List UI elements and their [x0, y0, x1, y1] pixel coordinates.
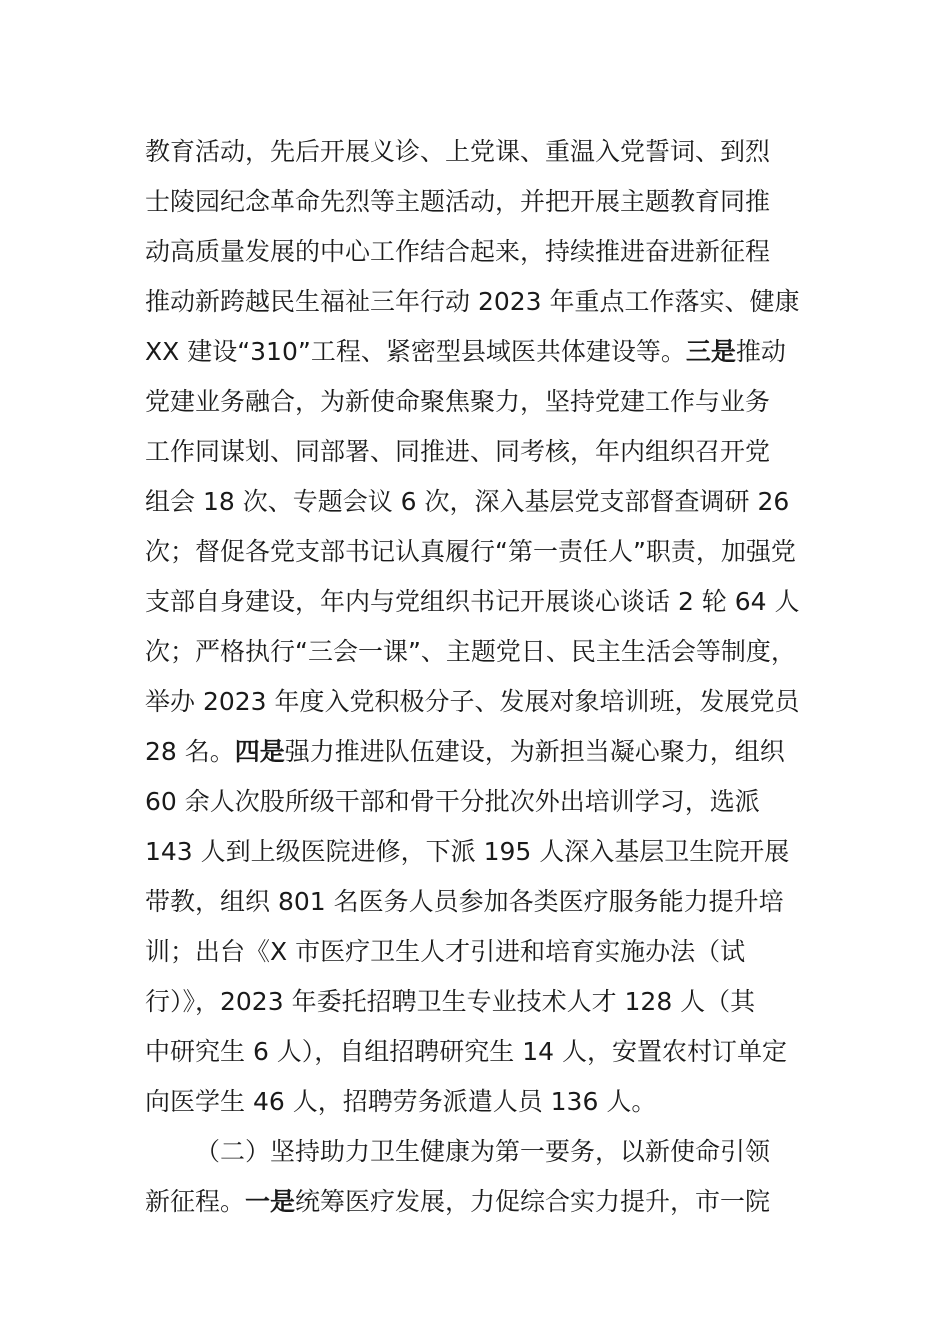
text-line	[145, 227, 825, 277]
line-text: 带教，组织 801 名医务人员参加各类医疗服务能力提升培	[145, 887, 784, 916]
text-line	[145, 677, 825, 727]
line-text: 新征程。	[145, 1187, 246, 1216]
line-text: 组会 18 次、专题会议 6 次，深入基层党支部督查调研 26	[145, 487, 790, 516]
line-text: 推动新跨越民生福祉三年行动 2023 年重点工作落实、健康	[145, 287, 800, 316]
text-line	[145, 477, 825, 527]
line-text: 动高质量发展的中心工作结合起来，持续推进奋进新征程	[145, 237, 771, 266]
section-heading-line	[145, 1127, 825, 1177]
line-text: 教育活动，先后开展义诊、上党课、重温入党誓词、到烈	[145, 137, 771, 166]
text-line	[145, 727, 825, 777]
line-text: 支部自身建设，年内与党组织书记开展谈心谈话 2 轮 64 人	[145, 587, 800, 616]
text-line	[145, 127, 825, 177]
text-line	[145, 1077, 825, 1127]
line-text: 28 名。	[145, 737, 235, 766]
text-line	[145, 527, 825, 577]
line-text: （二）坚持助力卫生健康为第一要务，以新使命引领	[195, 1137, 771, 1166]
bold-keyword: 一是	[245, 1187, 296, 1216]
line-text: 次；严格执行“三会一课”、主题党日、民主生活会等制度，	[145, 637, 796, 666]
text-line	[145, 977, 825, 1027]
line-text: 训；出台《X 市医疗卫生人才引进和培育实施办法（试	[145, 937, 746, 966]
text-line	[145, 177, 825, 227]
text-line	[145, 927, 825, 977]
text-line	[145, 877, 825, 927]
line-text: 143 人到上级医院进修，下派 195 人深入基层卫生院开展	[145, 837, 790, 866]
line-text: 中研究生 6 人），自组招聘研究生 14 人，安置农村订单定	[145, 1037, 788, 1066]
line-text: 行）》，2023 年委托招聘卫生专业技术人才 128 人（其	[145, 987, 756, 1016]
line-text: 统筹医疗发展，力促综合实力提升，市一院	[295, 1187, 771, 1216]
line-text: 60 余人次股所级干部和骨干分批次外出培训学习，选派	[145, 787, 760, 816]
line-text: 党建业务融合，为新使命聚焦聚力，坚持党建工作与业务	[145, 387, 771, 416]
bold-keyword: 四是	[234, 737, 285, 766]
body-text	[145, 127, 825, 1227]
text-line	[145, 627, 825, 677]
line-text: 工作同谋划、同部署、同推进、同考核，年内组织召开党	[145, 437, 771, 466]
text-line	[145, 1027, 825, 1077]
line-text: 向医学生 46 人，招聘劳务派遣人员 136 人。	[145, 1087, 657, 1116]
text-line	[145, 577, 825, 627]
line-text: 推动	[735, 337, 786, 366]
line-text: XX 建设“310”工程、紧密型县域医共体建设等。	[145, 337, 686, 366]
text-line	[145, 427, 825, 477]
line-text: 举办 2023 年度入党积极分子、发展对象培训班，发展党员	[145, 687, 800, 716]
text-line	[145, 377, 825, 427]
bold-keyword: 三是	[685, 337, 736, 366]
text-line	[145, 277, 825, 327]
text-line	[145, 827, 825, 877]
line-text: 强力推进队伍建设，为新担当凝心聚力，组织	[284, 737, 785, 766]
line-text: 次；督促各党支部书记认真履行“第一责任人”职责，加强党	[145, 537, 796, 566]
text-line	[145, 777, 825, 827]
text-line	[145, 1177, 825, 1227]
line-text: 士陵园纪念革命先烈等主题活动，并把开展主题教育同推	[145, 187, 771, 216]
text-line	[145, 327, 825, 377]
